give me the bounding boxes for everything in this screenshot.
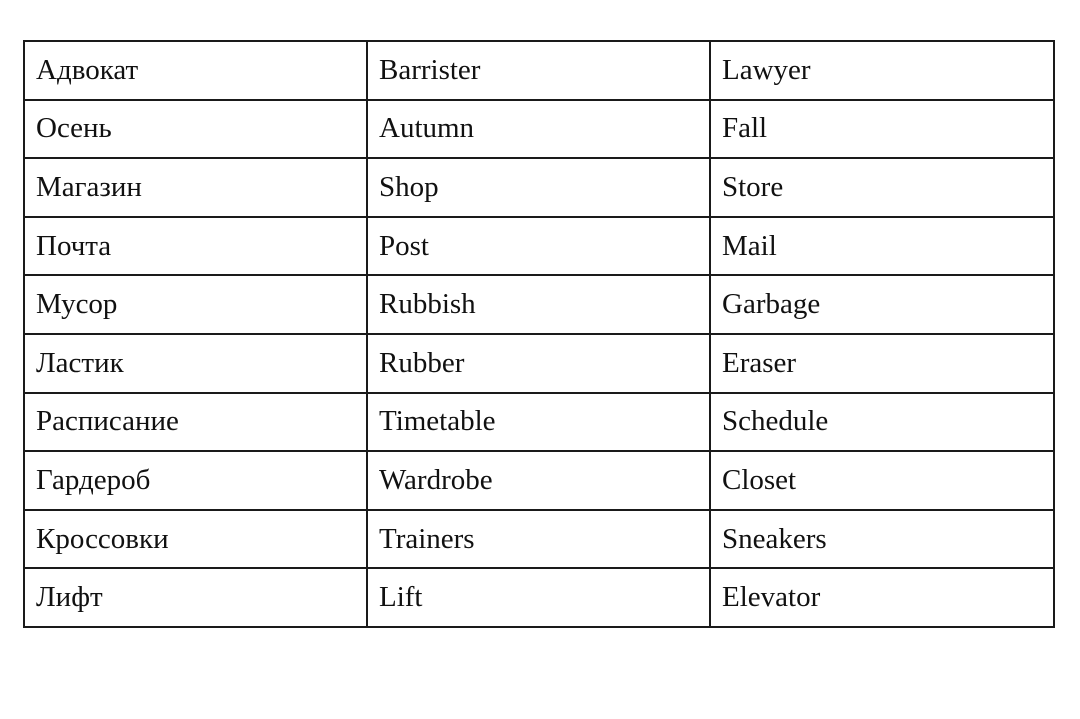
american-word-cell: Store bbox=[710, 158, 1054, 217]
russian-word-cell: Мусор bbox=[24, 275, 367, 334]
vocabulary-table-body bbox=[24, 41, 1054, 627]
british-word-cell: Trainers bbox=[367, 510, 710, 569]
british-word-cell: Rubber bbox=[367, 334, 710, 393]
table-row bbox=[24, 217, 1054, 276]
russian-word-cell: Лифт bbox=[24, 568, 367, 627]
british-word-cell: Autumn bbox=[367, 100, 710, 159]
american-word-cell: Eraser bbox=[710, 334, 1054, 393]
table-row bbox=[24, 451, 1054, 510]
russian-word-cell: Магазин bbox=[24, 158, 367, 217]
table-row bbox=[24, 568, 1054, 627]
american-word-cell: Garbage bbox=[710, 275, 1054, 334]
american-word-cell: Mail bbox=[710, 217, 1054, 276]
table-row bbox=[24, 510, 1054, 569]
russian-word-cell: Осень bbox=[24, 100, 367, 159]
russian-word-cell: Ластик bbox=[24, 334, 367, 393]
russian-word-cell: Почта bbox=[24, 217, 367, 276]
british-word-cell: Rubbish bbox=[367, 275, 710, 334]
british-word-cell: Lift bbox=[367, 568, 710, 627]
russian-word-cell: Расписание bbox=[24, 393, 367, 452]
table-row bbox=[24, 393, 1054, 452]
american-word-cell: Fall bbox=[710, 100, 1054, 159]
american-word-cell: Lawyer bbox=[710, 41, 1054, 100]
table-row bbox=[24, 334, 1054, 393]
vocabulary-table bbox=[23, 40, 1055, 628]
table-row bbox=[24, 275, 1054, 334]
russian-word-cell: Гардероб bbox=[24, 451, 367, 510]
british-word-cell: Post bbox=[367, 217, 710, 276]
american-word-cell: Sneakers bbox=[710, 510, 1054, 569]
british-word-cell: Timetable bbox=[367, 393, 710, 452]
british-word-cell: Shop bbox=[367, 158, 710, 217]
american-word-cell: Closet bbox=[710, 451, 1054, 510]
table-row bbox=[24, 158, 1054, 217]
russian-word-cell: Кроссовки bbox=[24, 510, 367, 569]
british-word-cell: Wardrobe bbox=[367, 451, 710, 510]
table-row bbox=[24, 41, 1054, 100]
american-word-cell: Schedule bbox=[710, 393, 1054, 452]
american-word-cell: Elevator bbox=[710, 568, 1054, 627]
table-row bbox=[24, 100, 1054, 159]
british-word-cell: Barrister bbox=[367, 41, 710, 100]
russian-word-cell: Адвокат bbox=[24, 41, 367, 100]
